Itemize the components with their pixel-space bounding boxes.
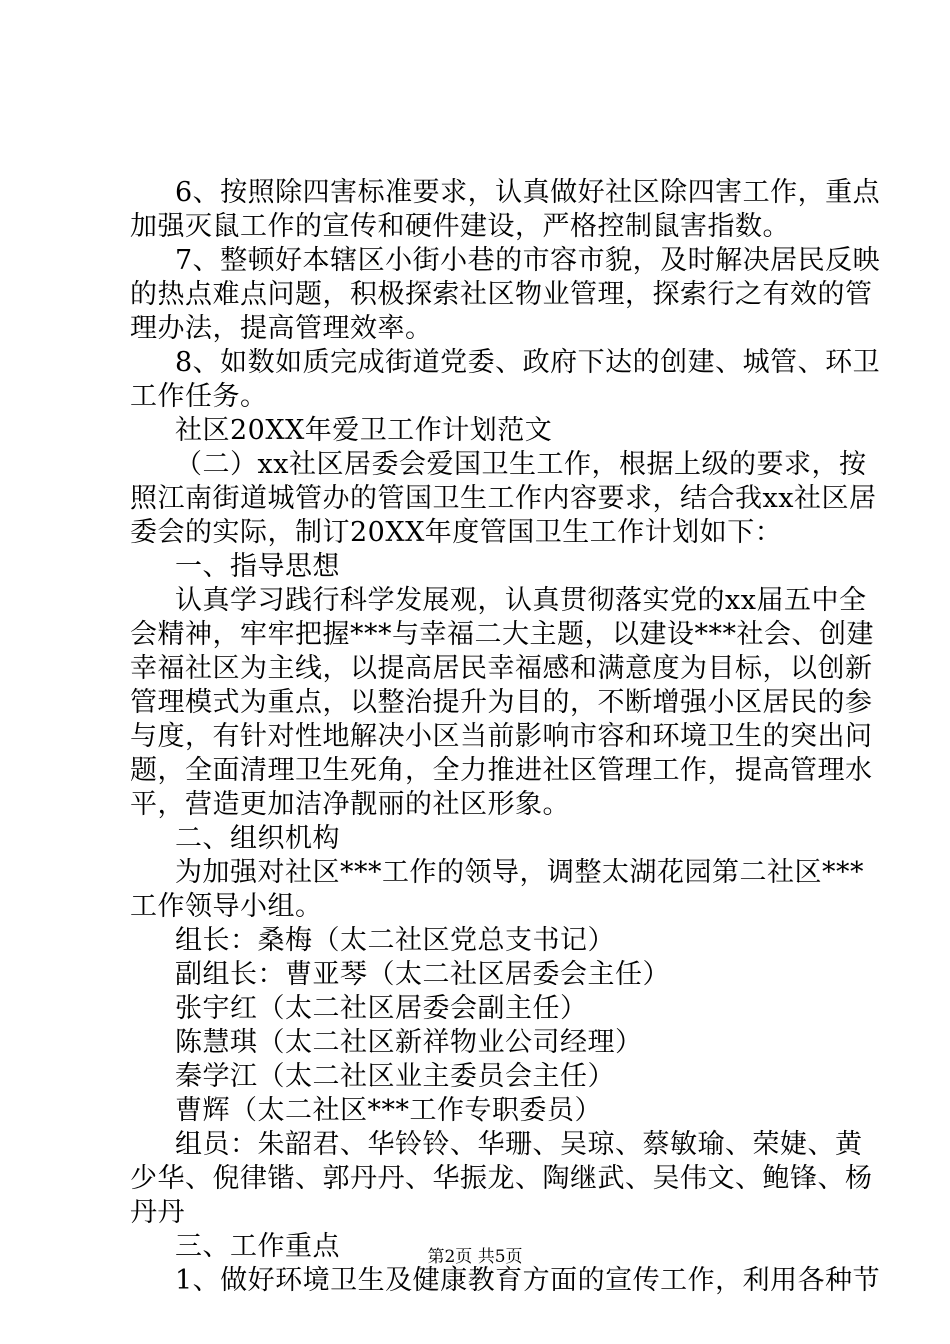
text-line: 题，全面清理卫生死角，全力推进社区管理工作，提高管理水: [130, 755, 873, 786]
text-line: 少华、倪律锴、郭丹丹、华振龙、陶继武、吴伟文、鲍锋、杨: [130, 1163, 873, 1194]
text-line: 8、如数如质完成街道党委、政府下达的创建、城管、环卫: [175, 347, 881, 378]
text-line: 陈慧琪（太二社区新祥物业公司经理）: [175, 1027, 643, 1058]
text-line: 7、整顿好本辖区小街小巷的市容市貌，及时解决居民反映: [175, 245, 881, 276]
text-line: 加强灭鼠工作的宣传和硬件建设，严格控制鼠害指数。: [130, 211, 790, 242]
text-line: 与度，有针对性地解决小区当前影响市容和环境卫生的突出问: [130, 721, 873, 752]
text-line: 副组长：曹亚琴（太二社区居委会主任）: [175, 959, 670, 990]
text-line: 组长：桑梅（太二社区党总支书记）: [175, 925, 615, 956]
text-line: 组员：朱韶君、华铃铃、华珊、吴琼、蔡敏瑜、荣婕、黄: [175, 1129, 863, 1160]
text-line: 一、指导思想: [175, 551, 340, 582]
page-footer: 第2页 共5页: [427, 1247, 523, 1267]
text-line: 1、做好环境卫生及健康教育方面的宣传工作，利用各种节: [175, 1265, 881, 1296]
text-line: 管理模式为重点，以整治提升为目的，不断增强小区居民的参: [130, 687, 873, 718]
text-line: （二）xx社区居委会爱国卫生工作，根据上级的要求，按: [175, 449, 867, 480]
text-line: 秦学江（太二社区业主委员会主任）: [175, 1061, 615, 1092]
text-line: 的热点难点问题，积极探索社区物业管理，探索行之有效的管: [130, 279, 873, 310]
text-line: 照江南街道城管办的管国卫生工作内容要求，结合我xx社区居: [130, 483, 877, 514]
text-line: 三、工作重点: [175, 1231, 340, 1262]
document-body: [130, 176, 881, 1298]
text-line: 会精神，牢牢把握***与幸福二大主题，以建设***社会、创建: [130, 619, 874, 650]
text-line: 丹丹: [130, 1197, 185, 1228]
text-line: 6、按照除四害标准要求，认真做好社区除四害工作，重点: [175, 177, 881, 208]
text-line: 社区20XX年爱卫工作计划范文: [175, 415, 553, 446]
text-line: 工作领导小组。: [130, 891, 323, 922]
text-line: 委会的实际，制订20XX年度管国卫生工作计划如下：: [130, 517, 783, 548]
text-line: 工作任务。: [130, 381, 268, 412]
text-line: 认真学习践行科学发展观，认真贯彻落实党的xx届五中全: [175, 585, 867, 616]
text-line: 幸福社区为主线，以提高居民幸福感和满意度为目标，以创新: [130, 653, 873, 684]
text-line: 理办法，提高管理效率。: [130, 313, 433, 344]
text-line: 为加强对社区***工作的领导，调整太湖花园第二社区***: [175, 857, 864, 888]
text-line: 平，营造更加洁净靓丽的社区形象。: [130, 789, 570, 820]
text-line: 曹辉（太二社区***工作专职委员）: [175, 1095, 602, 1126]
text-line: 张宇红（太二社区居委会副主任）: [175, 993, 588, 1024]
text-line: 二、组织机构: [175, 823, 340, 854]
